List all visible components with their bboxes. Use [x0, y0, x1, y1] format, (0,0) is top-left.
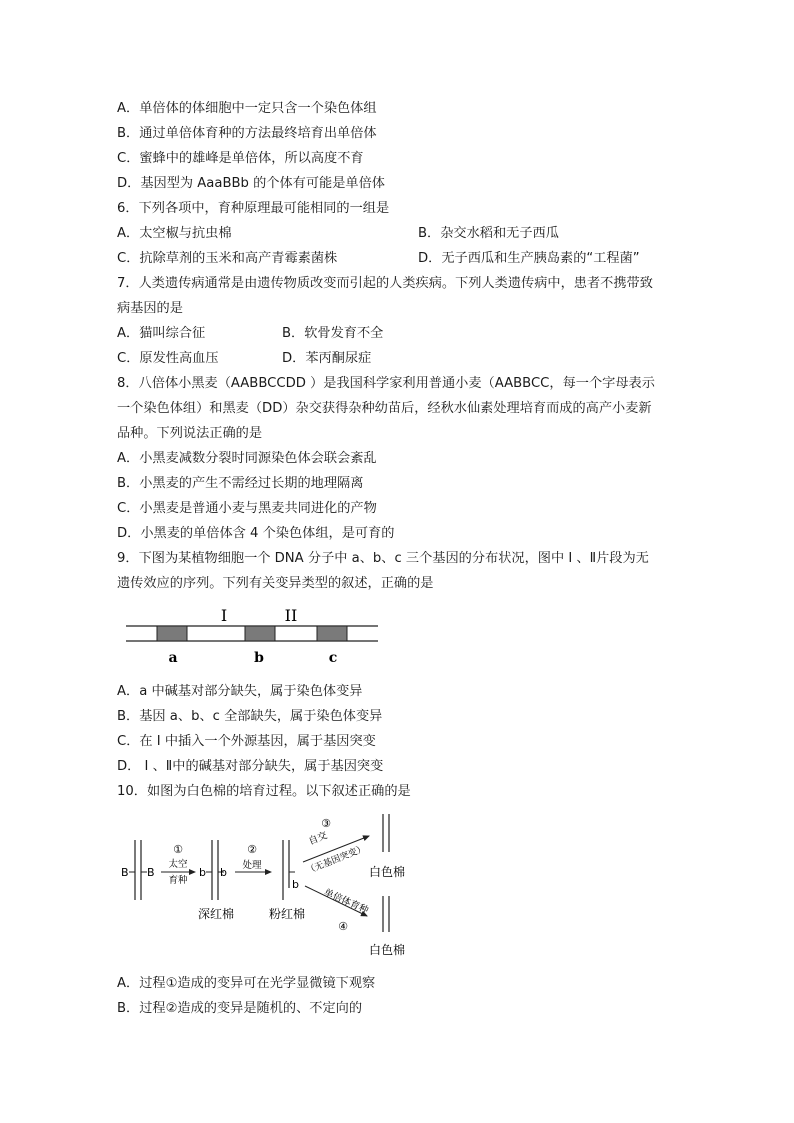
- step1-label-bottom: 育种: [168, 875, 188, 886]
- q6-stem: 6．下列各项中，育种原理最可能相同的一组是: [117, 201, 390, 216]
- step4-label: 单倍体育种: [322, 887, 370, 917]
- step4-marker: ④: [338, 920, 348, 933]
- allele-b-left: b: [199, 866, 206, 879]
- q10-option-a: A．过程①造成的变异可在光学显微镜下观察: [117, 976, 376, 991]
- q8-option-b: B．小黑麦的产生不需经过长期的地理隔离: [117, 476, 364, 491]
- q5-option-a: A．单倍体的体细胞中一定只含一个染色体组: [117, 101, 377, 116]
- plant-label-white-top: 白色棉: [368, 865, 406, 879]
- q9-stem-line2: 遗传效应的序列。下列有关变异类型的叙述，正确的是: [117, 576, 434, 591]
- q8-stem-line3: 品种。下列说法正确的是: [117, 426, 263, 441]
- q7-option-c: C．原发性高血压: [117, 351, 219, 366]
- q9-option-b: B．基因 a、b、c 全部缺失，属于染色体变异: [117, 709, 383, 724]
- plant-label-deep-red: 深红棉: [197, 907, 235, 921]
- dna-gene-diagram: [120, 604, 382, 668]
- q6-option-d: D．无子西瓜和生产胰岛素的“工程菌”: [418, 251, 640, 266]
- gene-label-a: a: [168, 650, 178, 666]
- q7-stem-line1: 7．人类遗传病通常是由遗传物质改变而引起的人类疾病。下列人类遗传病中，患者不携带致: [117, 276, 653, 291]
- step1-label-top: 太空: [168, 859, 188, 870]
- q10-stem: 10．如图为白色棉的培育过程。以下叙述正确的是: [117, 784, 411, 799]
- q9-option-a: A．a 中碱基对部分缺失，属于染色体变异: [117, 684, 363, 699]
- step3-marker: ③: [321, 817, 331, 830]
- q8-option-d: D．小黑麦的单倍体含 4 个染色体组，是可育的: [117, 526, 395, 541]
- q9-option-c: C．在 Ⅰ 中插入一个外源基因，属于基因突变: [117, 734, 376, 749]
- q8-stem-line2: 一个染色体组）和黑麦（DD）杂交获得杂种幼苗后，经秋水仙素处理培育而成的高产小麦新: [117, 401, 652, 416]
- step1-marker: ①: [173, 843, 183, 856]
- q6-option-a: A．太空椒与抗虫棉: [117, 226, 232, 241]
- step3-label: 自交: [307, 830, 329, 848]
- q8-option-a: A．小黑麦减数分裂时同源染色体会联会紊乱: [117, 451, 377, 466]
- q7-option-a: A．猫叫综合征: [117, 326, 206, 341]
- gene-label-b: b: [254, 650, 264, 666]
- allele-B-left: B: [121, 866, 129, 879]
- plant-label-white-bottom: 白色棉: [368, 943, 406, 957]
- step3-note: （无基因突变）: [305, 843, 368, 877]
- q6-option-c: C．抗除草剂的玉米和高产青霉素菌株: [117, 251, 338, 266]
- q5-option-c: C．蜜蜂中的雄峰是单倍体，所以高度不育: [117, 151, 364, 166]
- gene-c-segment: [317, 626, 347, 641]
- q7-stem-line2: 病基因的是: [117, 301, 183, 316]
- q7-option-b: B．软骨发育不全: [282, 326, 384, 341]
- q8-option-c: C．小黑麦是普通小麦与黑麦共同进化的产物: [117, 501, 377, 516]
- segment-label-I: I: [220, 606, 228, 625]
- gene-label-c: c: [328, 650, 338, 666]
- q5-option-b: B．通过单倍体育种的方法最终培育出单倍体: [117, 126, 377, 141]
- allele-B-right: B: [147, 866, 155, 879]
- q5-option-d: D．基因型为 AaaBBb 的个体有可能是单倍体: [117, 176, 385, 191]
- q10-option-b: B．过程②造成的变异是随机的、不定向的: [117, 1001, 363, 1016]
- q9-stem-line1: 9．下图为某植物细胞一个 DNA 分子中 a、b、c 三个基因的分布状况，图中 Ⅰ 、Ⅱ片段为无: [117, 551, 649, 566]
- segment-label-II: II: [284, 606, 298, 625]
- q7-option-d: D．苯丙酮尿症: [282, 351, 372, 366]
- step2-marker: ②: [247, 843, 257, 856]
- q9-option-d: D． Ⅰ 、Ⅱ中的碱基对部分缺失，属于基因突变: [117, 759, 384, 774]
- q8-stem-line1: 8．八倍体小黑麦（AABBCCDD ）是我国科学家利用普通小麦（AABBCC，每一个字母表示: [117, 376, 655, 391]
- allele-b-pink: b: [292, 878, 299, 891]
- plant-label-pink: 粉红棉: [268, 907, 306, 921]
- gene-a-segment: [157, 626, 187, 641]
- cotton-breeding-diagram: [115, 812, 415, 964]
- allele-b-right: b: [220, 866, 227, 879]
- q6-option-b: B．杂交水稻和无子西瓜: [418, 226, 559, 241]
- gene-b-segment: [245, 626, 275, 641]
- step2-label: 处理: [242, 860, 262, 871]
